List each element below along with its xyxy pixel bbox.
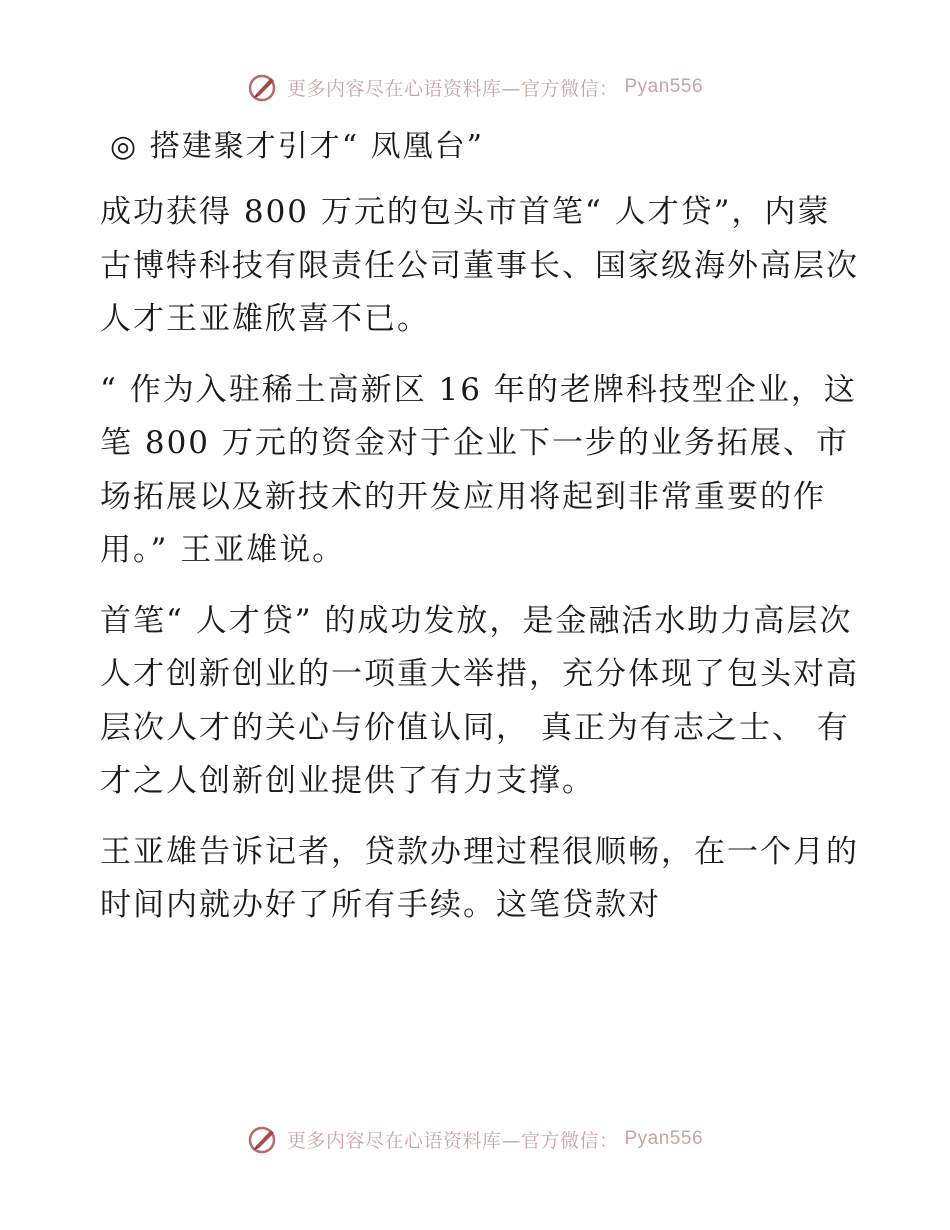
watermark-site-text: 更多内容尽在心语资料库—官方微信： [286, 1129, 619, 1152]
quill-pen-circle-icon [247, 72, 281, 102]
document-body [100, 124, 860, 950]
paragraph-4: 王亚雄告诉记者，贷款办理过程很顺畅，在一个月的时间内就办好了所有手续。这笔贷款对 [100, 833, 859, 923]
paragraph-3: 首笔“ 人才贷” 的成功发放，是金融活水助力高层次人才创新创业的一项重大举措，充分体现了包头对高层次人才的关心与价值认同， 真正为有志之士、 有才之人创新创业提供了有力支撑。 [100, 602, 859, 799]
watermark-contact: Pyan556 [624, 76, 704, 97]
header-watermark [0, 72, 950, 102]
paragraph-1: 成功获得 800 万元的包头市首笔“ 人才贷”，内蒙古博特科技有限责任公司董事长、国家级海外高层次人才王亚雄欣喜不已。 [100, 194, 859, 337]
watermark-contact: Pyan556 [624, 1128, 704, 1149]
quill-pen-circle-icon [247, 1124, 281, 1154]
footer-watermark [0, 1124, 950, 1154]
watermark-site-text: 更多内容尽在心语资料库—官方微信： [286, 77, 619, 100]
paragraph-2: “ 作为入驻稀土高新区 16 年的老牌科技型企业，这笔 800 万元的资金对于企业下一步的业务拓展、市场拓展以及新技术的开发应用将起到非常重要的作用。” 王亚雄说。 [100, 371, 857, 568]
section-heading: ◎ 搭建聚才引才“ 凤凰台” [110, 129, 484, 164]
